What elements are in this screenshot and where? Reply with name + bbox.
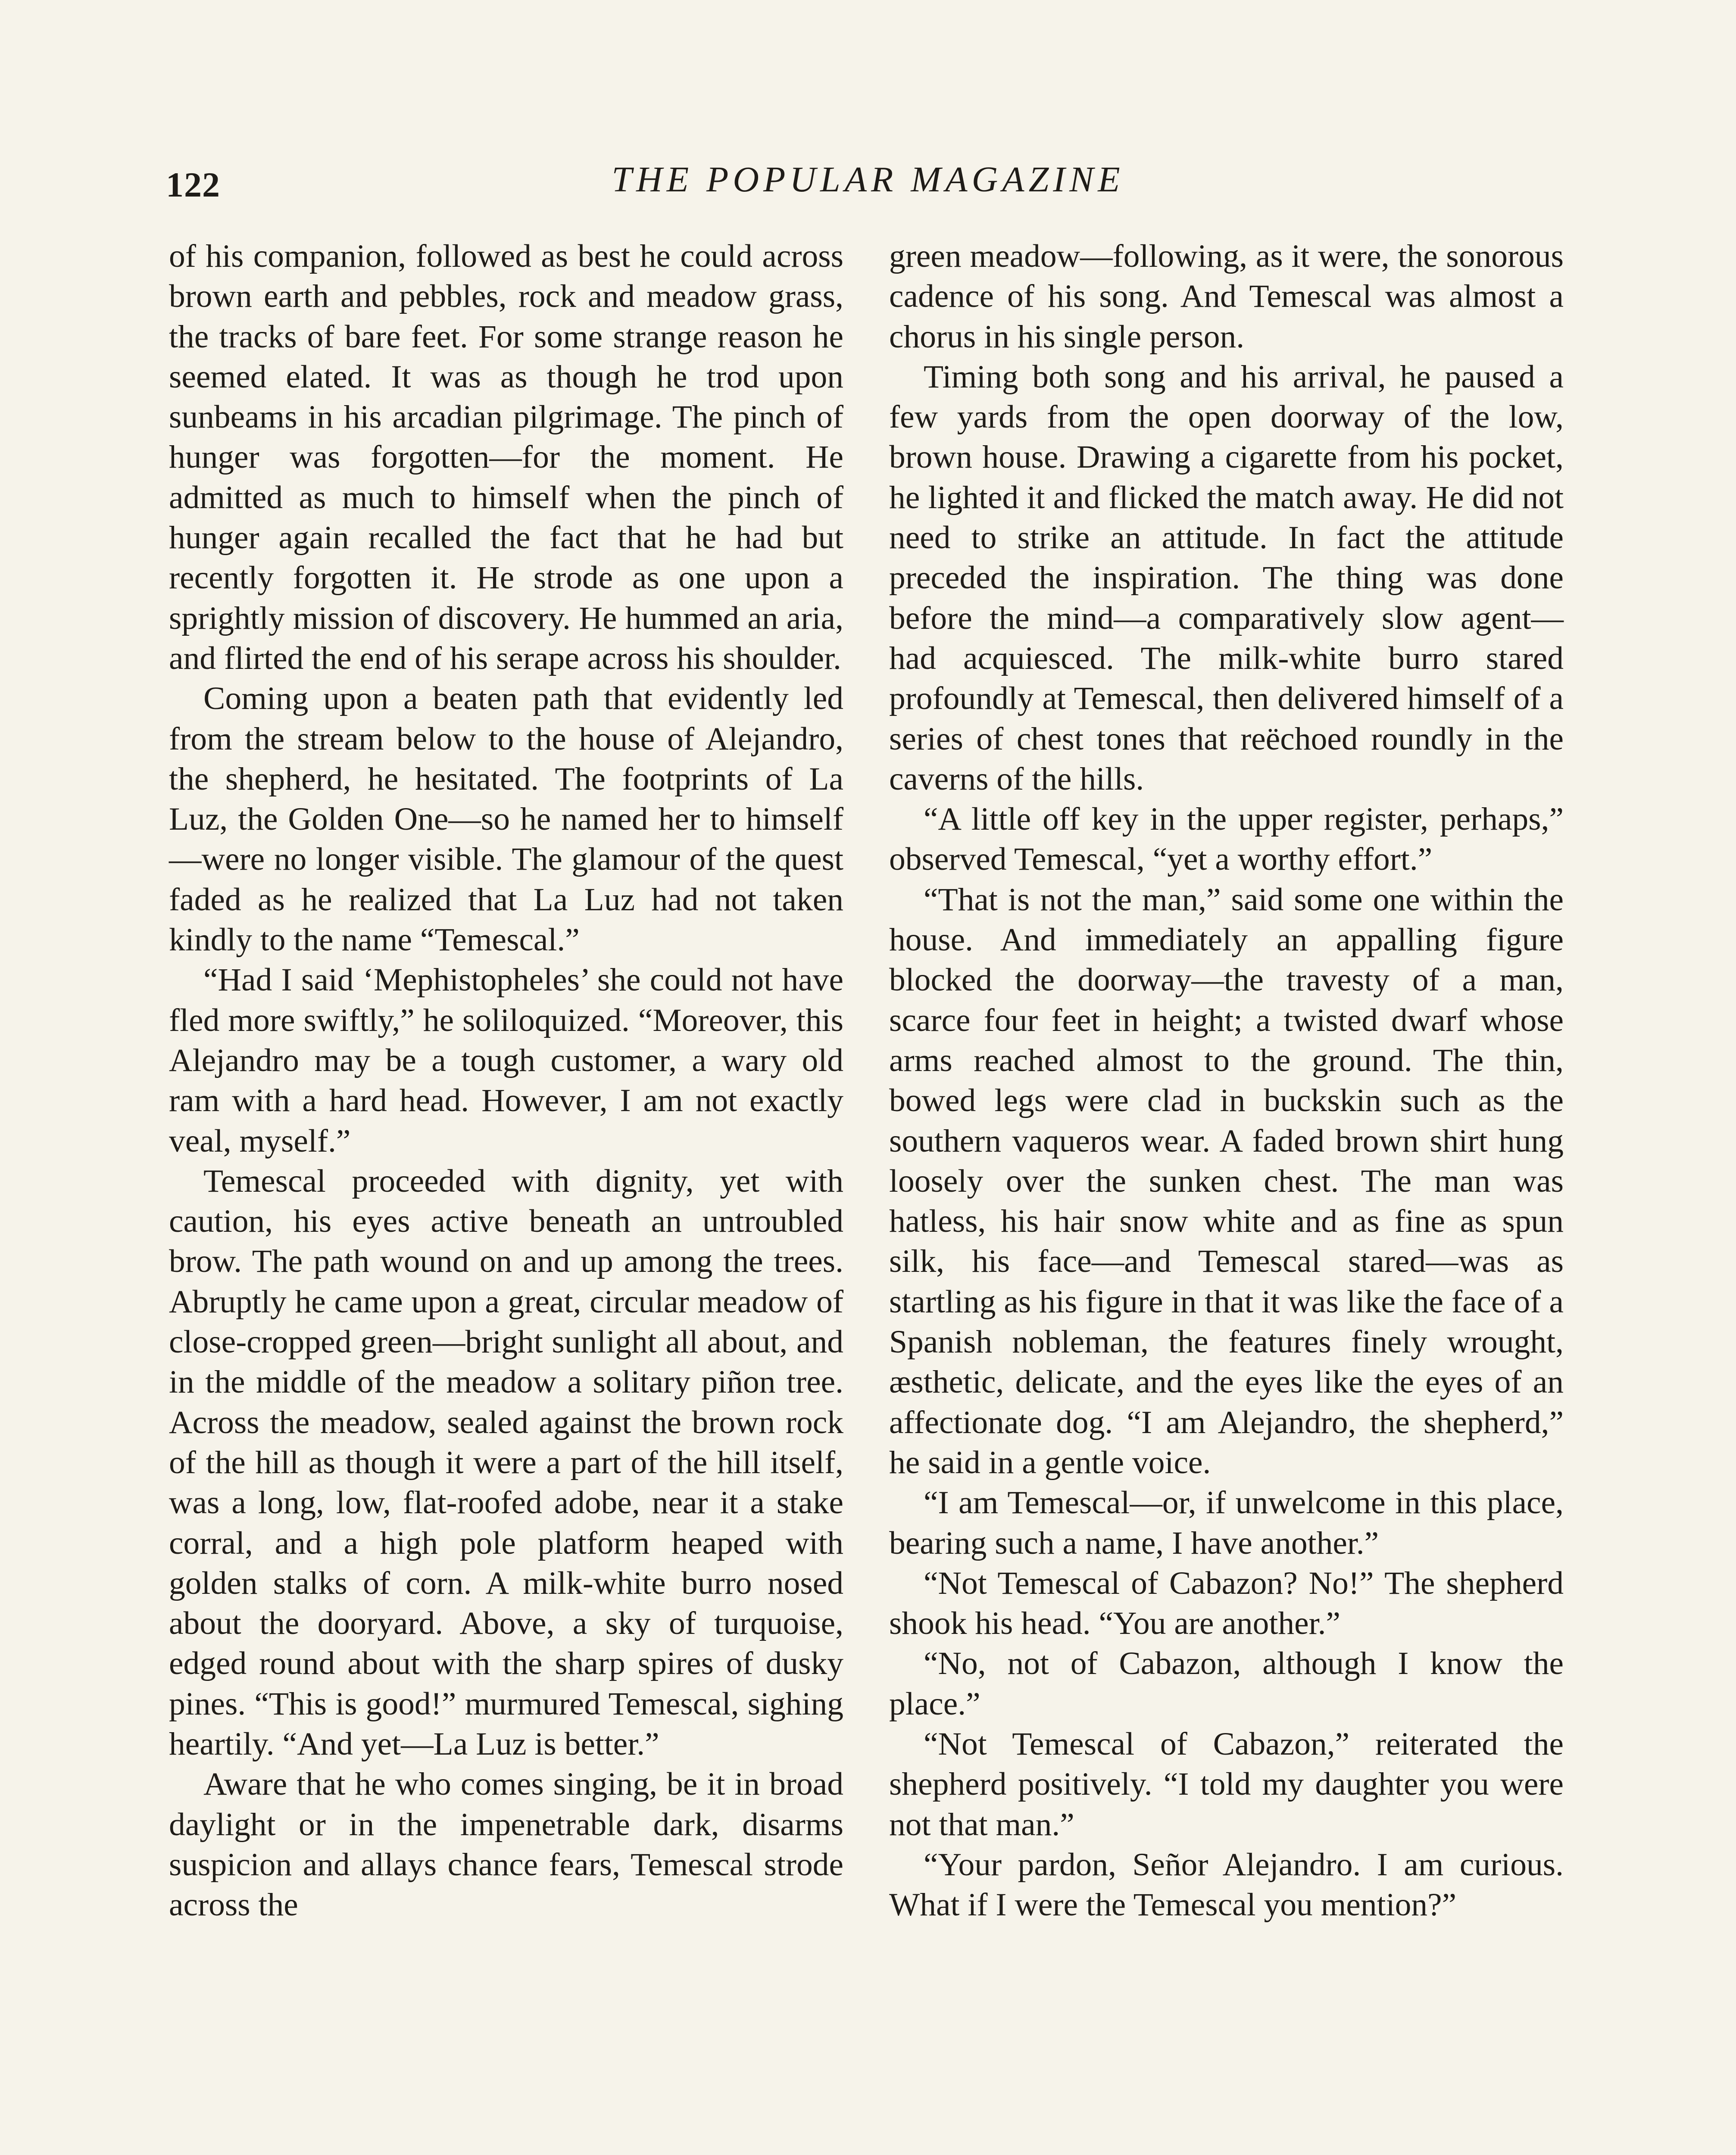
paragraph: “No, not of Cabazon, although I know the place.”	[889, 1646, 1564, 1722]
left-column	[169, 236, 843, 1925]
paragraph: “A little off key in the upper register, perhaps,” observed Temescal, “yet a worthy effort.”	[889, 801, 1564, 878]
running-title: THE POPULAR MAGAZINE	[612, 159, 1124, 200]
paragraph: “Your pardon, Señor Alejandro. I am curious. What if I were the Temescal you mention?”	[889, 1846, 1564, 1923]
paragraph: Timing both song and his arrival, he paused a few yards from the open doorway of the low, brown house. Drawing a cigarette from his pocket, he lighted it and flicked the match away. He did not need to strike an attitude. In fact the attitude preceded the inspiration. The thing was done before the mind—a comparatively slow agent—had acquiesced. The milk-white burro stared profoundly at Temescal, then delivered himself of a series of chest tones that reëchoed roundly in the caverns of the hills.	[889, 359, 1564, 797]
paragraph: Aware that he who comes singing, be it in broad daylight or in the impenetrable dark, disarms suspicion and allays chance fears, Temescal strode across the	[169, 1766, 843, 1923]
paragraph: green meadow—following, as it were, the sonorous cadence of his song. And Temescal was almost a chorus in his single person.	[889, 238, 1564, 355]
paragraph: “That is not the man,” said some one within the house. And immediately an appalling figure blocked the doorway—the travesty of a man, scarce four feet in height; a twisted dwarf whose arms reached almost to the ground. The thin, bowed legs were clad in buckskin such as the southern vaqueros wear. A faded brown shirt hung loosely over the sunken chest. The man was hatless, his hair snow white and as fine as spun silk, his face—and Temescal stared—was as startling as his figure in that it was like the face of a Spanish nobleman, the features finely wrought, æsthetic, delicate, and the eyes like the eyes of an affectionate dog. “I am Alejandro, the shepherd,” he said in a gentle voice.	[889, 881, 1564, 1480]
right-column	[889, 236, 1564, 1925]
paragraph: “Not Temescal of Cabazon,” reiterated the shepherd positively. “I told my daughter you were not that man.”	[889, 1726, 1564, 1843]
paragraph: Temescal proceeded with dignity, yet with caution, his eyes active beneath an untroubled brow. The path wound on and up among the trees. Abruptly he came upon a great, circular meadow of close-cropped green—bright sunlight all about, and in the middle of the meadow a solitary piñon tree. Across the meadow, sealed against the brown rock of the hill as though it were a part of the hill itself, was a long, low, flat-roofed adobe, near it a stake corral, and a high pole platform heaped with golden stalks of corn. A milk-white burro nosed about the dooryard. Above, a sky of turquoise, edged round about with the sharp spires of dusky pines. “This is good!” murmured Temescal, sighing heartily. “And yet—La Luz is better.”	[169, 1163, 843, 1762]
page-number: 122	[166, 165, 220, 204]
paragraph: Coming upon a beaten path that evidently led from the stream below to the house of Alejandro, the shepherd, he hesitated. The footprints of La Luz, the Golden One—so he named her to himself—were no longer visible. The glamour of the quest faded as he realized that La Luz had not taken kindly to the name “Temescal.”	[169, 681, 843, 958]
paragraph: of his companion, followed as best he could across brown earth and pebbles, rock and meadow grass, the tracks of bare feet. For some strange reason he seemed elated. It was as though he trod upon sunbeams in his arcadian pilgrimage. The pinch of hunger was forgotten—for the moment. He admitted as much to himself when the pinch of hunger again recalled the fact that he had but recently forgotten it. He strode as one upon a sprightly mission of discovery. He hummed an aria, and flirted the end of his serape across his shoulder.	[169, 238, 843, 676]
paragraph: “Had I said ‘Mephistopheles’ she could not have fled more swiftly,” he soliloquized. “Moreover, this Alejandro may be a tough customer, a wary old ram with a hard head. However, I am not exactly veal, myself.”	[169, 962, 843, 1159]
paragraph: “Not Temescal of Cabazon? No!” The shepherd shook his head. “You are another.”	[889, 1565, 1564, 1642]
paragraph: “I am Temescal—or, if unwelcome in this place, bearing such a name, I have another.”	[889, 1485, 1564, 1561]
